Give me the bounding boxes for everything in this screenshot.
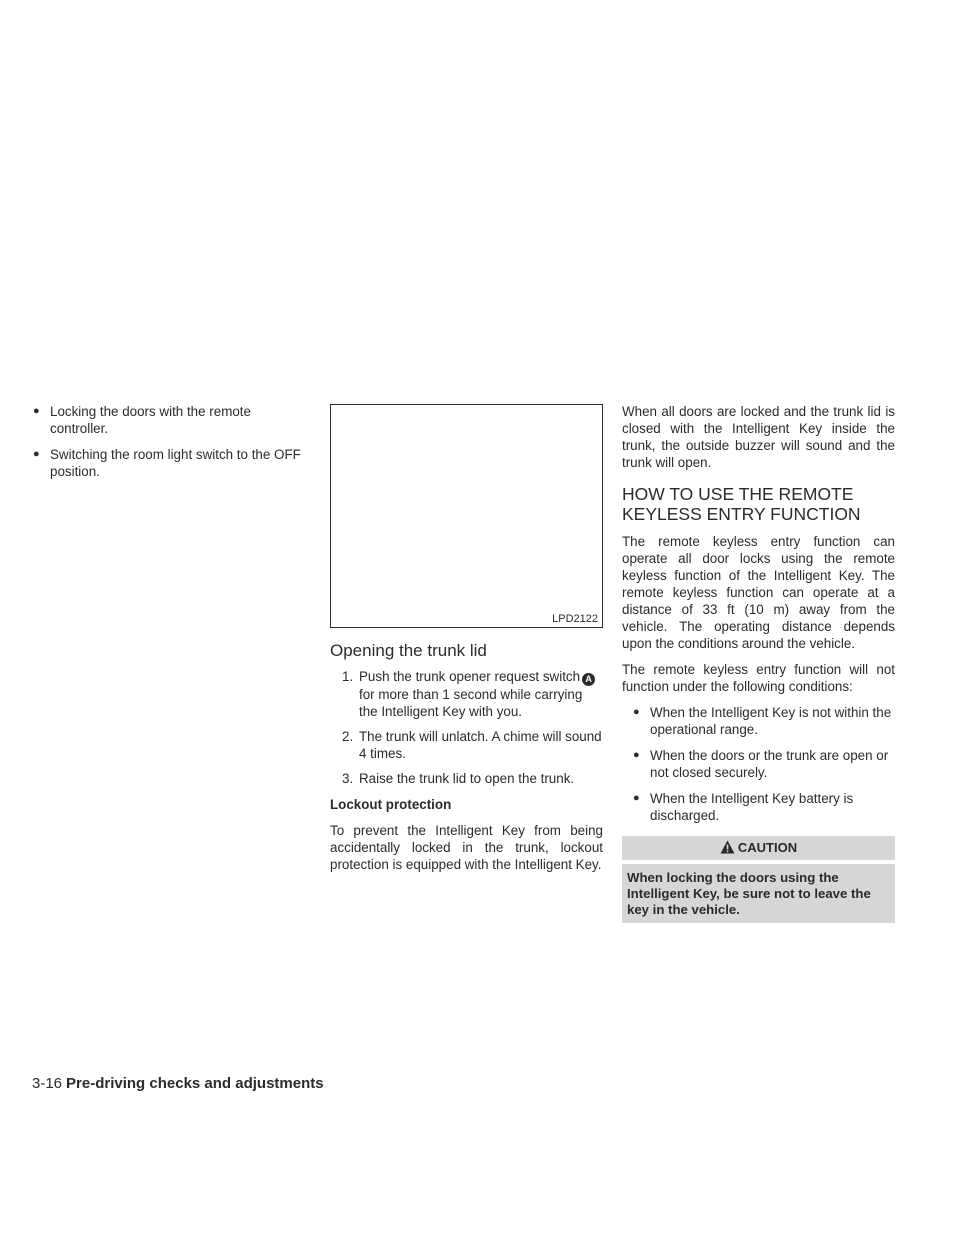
- right-column: [622, 403, 895, 923]
- lockout-paragraph: To prevent the Intelligent Key from being accidentally locked in the trunk, lockout protection is equipped with the Intelligent Key.: [330, 823, 603, 872]
- lockout-heading: Lockout protection: [330, 797, 452, 812]
- conditions-list: [622, 704, 895, 824]
- step-text: for more than 1 second while carrying the Intelligent Key with you.: [359, 687, 583, 719]
- page-footer: [32, 1075, 324, 1093]
- conditions-paragraph: The remote keyless entry function will not function under the following conditions:: [622, 662, 895, 694]
- list-item: [342, 728, 603, 762]
- remote-keyless-paragraph: The remote keyless entry function can operate all door locks using the remote keyless function of the Intelligent Key. The remote keyless function can operate at a distance of 33 ft (10 m) away from the vehicle. The operating distance depends upon the conditions around the vehicle.: [622, 534, 895, 651]
- section-heading: HOW TO USE THE REMOTE KEYLESS ENTRY FUNCTION: [622, 484, 861, 524]
- list-item: [342, 668, 603, 720]
- caution-title: CAUTION: [737, 840, 798, 855]
- step-text: Push the trunk opener request switch: [359, 669, 581, 684]
- left-column: [32, 403, 307, 489]
- list-item: ● Switching the room light switch to the OFF position.: [32, 446, 307, 480]
- step-text: The trunk will unlatch. A chime will sound 4 times.: [359, 729, 602, 761]
- warning-triangle-icon: [720, 840, 735, 854]
- list-item: ● When the Intelligent Key is not within the operational range.: [632, 704, 895, 738]
- list-item: ● When the Intelligent Key battery is discharged.: [632, 790, 895, 824]
- trunk-steps: [330, 668, 603, 787]
- list-item: [342, 770, 603, 787]
- caution-text: When locking the doors using the Intelligent Key, be sure not to leave the key in the vehicle.: [622, 864, 895, 923]
- bullet-list: [32, 403, 307, 480]
- lockout-continued-paragraph: When all doors are locked and the trunk lid is closed with the Intelligent Key inside the trunk, the outside buzzer will sound and the trunk will open.: [622, 404, 895, 470]
- caution-header: [622, 836, 895, 860]
- caution-box: [622, 836, 895, 923]
- figure-label: LPD2122: [552, 613, 598, 625]
- step-text: Raise the trunk lid to open the trunk.: [359, 771, 575, 786]
- trunk-heading: Opening the trunk lid: [330, 641, 487, 660]
- step-number: 3.: [342, 771, 354, 786]
- trunk-opener-figure: [330, 404, 603, 628]
- chapter-title: Pre-driving checks and adjustments: [66, 1075, 324, 1092]
- page-number: 3-16: [32, 1075, 63, 1092]
- step-number: 2.: [342, 729, 354, 744]
- step-number: 1.: [342, 669, 354, 684]
- list-item: ● When the doors or the trunk are open or not closed securely.: [632, 747, 895, 781]
- list-item: ● Locking the doors with the remote controller.: [32, 403, 307, 437]
- callout-a-icon: A: [582, 673, 595, 686]
- middle-column: [330, 403, 603, 882]
